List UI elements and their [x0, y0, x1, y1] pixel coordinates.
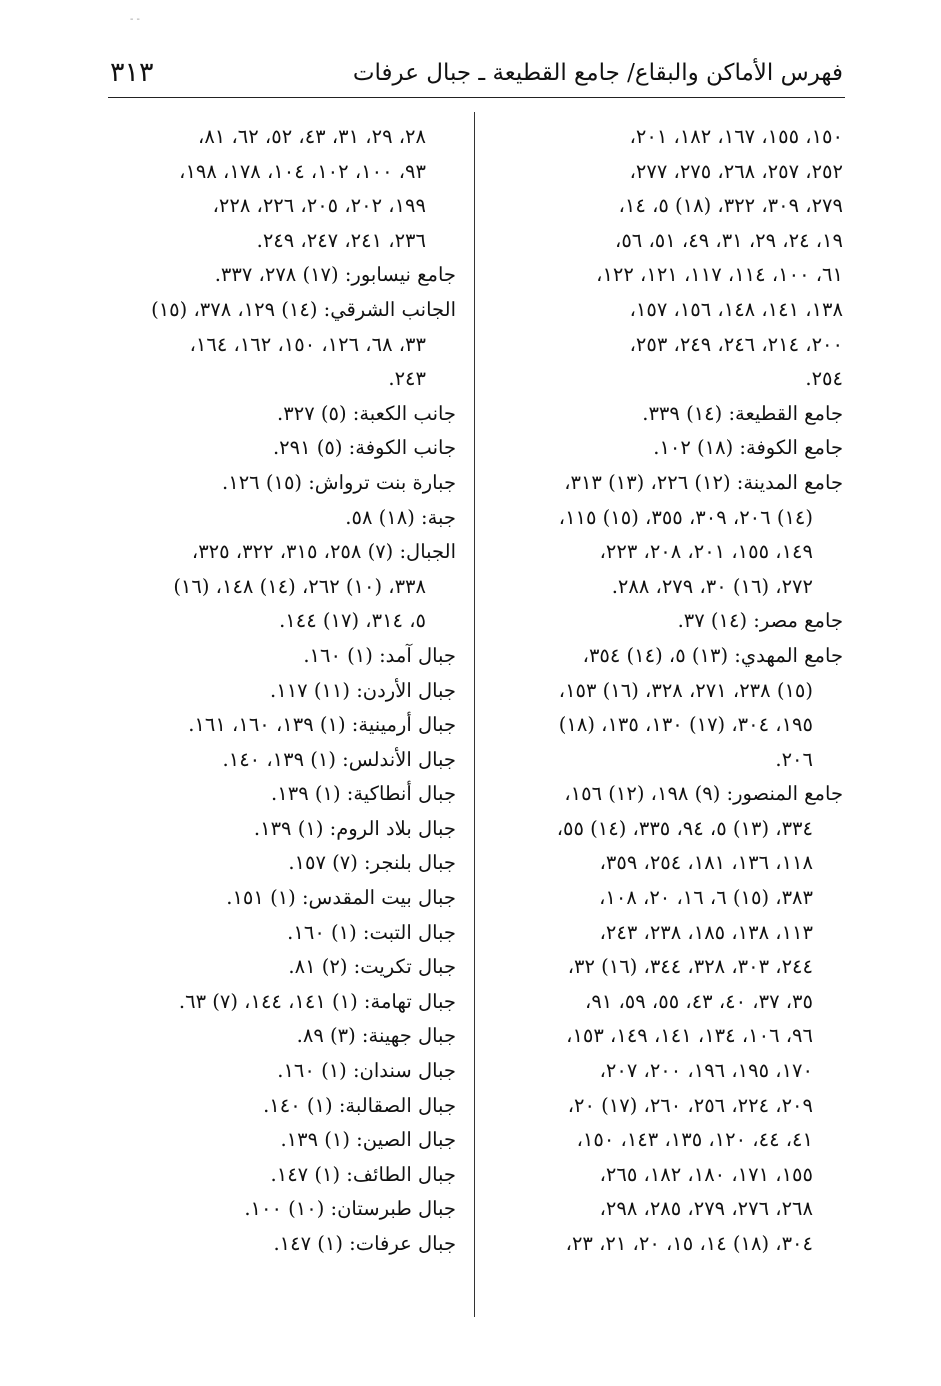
index-continuation-line: ٣٣٤، (١٣) ٥، ٩٤، ٣٣٥، (١٤) ٥٥،	[556, 816, 813, 840]
index-entry: جامع القطيعة: (١٤) ٣٣٩.	[642, 401, 843, 425]
index-entry: ١٥٠، ١٥٥، ١٦٧، ١٨٢، ٢٠١،	[629, 125, 843, 148]
index-entry: جبال الأندلس: (١) ١٣٩، ١٤٠.	[222, 747, 456, 771]
index-entry: جامع المنصور: (٩) ١٩٨، (١٢) ١٥٦،	[564, 782, 843, 806]
index-entry: جانب الكوفة: (٥) ٢٩١.	[272, 436, 456, 460]
index-entry: جبال أنطاكية: (١) ١٣٩.	[271, 782, 456, 806]
index-entry: جامع المدينة: (١٢) ٢٢٦، (١٣) ٣١٣،	[564, 470, 843, 494]
index-entry: الجانب الشرقي: (١٤) ١٢٩، ٣٧٨، (١٥)	[151, 297, 456, 321]
index-continuation-line: ٣٥، ٣٧، ٤٠، ٤٣، ٥٥، ٥٩، ٩١،	[585, 989, 813, 1013]
index-continuation-line: ٢٨، ٢٩، ٣١، ٤٣، ٥٢، ٦٢، ٨١،	[198, 125, 426, 148]
index-entry: ٢٥٢، ٢٥٧، ٢٦٨، ٢٧٥، ٢٧٧،	[629, 159, 843, 183]
index-entry: ٢٥٤.	[805, 367, 843, 391]
index-continuation-line: ٢٠٩، ٢٢٤، ٢٥٦، ٢٦٠، (١٧) ٢٠،	[567, 1093, 813, 1117]
index-continuation-line: ٣٣، ٦٨، ١٢٦، ١٥٠، ١٦٢، ١٦٤،	[189, 332, 426, 356]
index-continuation-line: ١٩٩، ٢٠٢، ٢٠٥، ٢٢٦، ٢٢٨،	[212, 194, 426, 218]
index-entry: جبال أرمينية: (١) ١٣٩، ١٦٠، ١٦١.	[188, 713, 456, 737]
index-entry: جبال طبرستان: (١٠) ١٠٠.	[244, 1197, 456, 1221]
index-entry: جامع الكوفة: (١٨) ١٠٢.	[653, 436, 843, 460]
index-entry: جبال بلاد الروم: (١) ١٣٩.	[253, 816, 456, 840]
index-continuation-line: ٣٨٣، (١٥) ٦، ١٦، ٢٠، ١٠٨،	[599, 886, 813, 910]
header-rule	[108, 97, 845, 98]
index-continuation-line: (١٤) ٢٠٦، ٣٠٩، ٣٥٥، (١٥) ١١٥،	[558, 505, 813, 529]
index-entry: ١٣٨، ١٤١، ١٤٨، ١٥٦، ١٥٧،	[629, 297, 843, 321]
index-entry: جبارة بنت ترواش: (١٥) ١٢٦.	[222, 470, 456, 494]
index-continuation-line: ٤١، ٤٤، ١٢٠، ١٣٥، ١٤٣، ١٥٠،	[576, 1128, 813, 1152]
index-continuation-line: ٢٣٦، ٢٤١، ٢٤٧، ٢٤٩.	[256, 228, 426, 252]
running-head: فهرس الأماكن والبقاع/ جامع القطيعة ـ جبال عرفات	[352, 60, 843, 86]
index-entry: جامع مصر: (١٤) ٣٧.	[677, 609, 843, 633]
index-continuation-line: ١١٨، ١٣٦، ١٨١، ٢٥٤، ٣٥٩،	[599, 851, 813, 875]
index-continuation-line: ٣٣٨، (١٠) ٢٦٢، (١٤) ١٤٨، (١٦)	[173, 574, 426, 598]
right-column	[493, 120, 843, 1262]
index-continuation-line: ٢٦٨، ٢٧٦، ٢٧٩، ٢٨٥، ٢٩٨،	[599, 1197, 813, 1221]
index-entry: جبال التبت: (١) ١٦٠.	[287, 920, 456, 944]
index-continuation-line: ١٧٠، ١٩٥، ١٩٦، ٢٠٠، ٢٠٧،	[599, 1059, 813, 1083]
page-number: ٣١٣	[110, 57, 154, 88]
index-entry: جبال الأردن: (١١) ١١٧.	[270, 678, 456, 702]
index-entry: جبال جهينة: (٣) ٨٩.	[296, 1024, 456, 1048]
index-entry: ٢٧٩، ٣٠٩، ٣٢٢، (١٨) ٥، ١٤،	[618, 194, 843, 218]
index-continuation-line: ٣٠٤، (١٨) ١٤، ١٥، ٢٠، ٢١، ٢٣،	[565, 1232, 813, 1255]
index-entry: ٢٠٠، ٢١٤، ٢٤٦، ٢٤٩، ٢٥٣،	[629, 332, 843, 356]
index-entry: الجبال: (٧) ٢٥٨، ٣١٥، ٣٢٢، ٣٢٥،	[191, 540, 456, 564]
index-entry: جبة: (١٨) ٥٨.	[345, 505, 456, 529]
column-divider	[474, 112, 475, 1317]
index-continuation-line: ١١٣، ١٣٨، ١٨٥، ٢٣٨، ٢٤٣،	[599, 920, 813, 944]
index-entry: جبال بلنجر: (٧) ١٥٧.	[288, 851, 456, 875]
index-continuation-line: (١٥) ٢٣٨، ٢٧١، ٣٢٨، (١٦) ١٥٣،	[558, 678, 813, 702]
index-continuation-line: ٢٠٦.	[775, 747, 813, 771]
index-continuation-line: ٢٤٣.	[388, 367, 426, 391]
index-continuation-line: ٢٤٤، ٣٠٣، ٣٢٨، ٣٤٤، (١٦) ٣٢،	[567, 955, 813, 979]
index-entry: جبال تهامة: (١) ١٤١، ١٤٤، (٧) ٦٣.	[178, 989, 456, 1013]
index-entry: جبال الصين: (١) ١٣٩.	[280, 1128, 456, 1152]
index-entry: جامع المهدي: (١٣) ٥، (١٤) ٣٥٤،	[582, 643, 843, 667]
index-continuation-line: ٩٣، ١٠٠، ١٠٢، ١٠٤، ١٧٨، ١٩٨،	[179, 159, 426, 183]
index-continuation-line: ١٩٥، ٣٠٤، (١٧) ١٣٠، ١٣٥، (١٨)	[558, 713, 813, 737]
index-entry: جبال عرفات: (١) ١٤٧.	[273, 1232, 456, 1255]
index-entry: جبال الطائف: (١) ١٤٧.	[270, 1162, 456, 1186]
index-entry: ١٩، ٢٤، ٢٩، ٣١، ٤٩، ٥١، ٥٦،	[615, 228, 843, 252]
index-entry: جانب الكعبة: (٥) ٣٢٧.	[277, 401, 456, 425]
scan-mark: ‐ ‐	[130, 14, 140, 25]
index-entry: جبال بيت المقدس: (١) ١٥١.	[226, 886, 456, 910]
index-entry: ٦١، ١٠٠، ١١٤، ١١٧، ١٢١، ١٢٢،	[596, 263, 843, 287]
index-continuation-line: ٢٧٢، (١٦) ٣٠، ٢٧٩، ٢٨٨.	[611, 574, 813, 598]
index-entry: جبال الصقالبة: (١) ١٤٠.	[263, 1093, 456, 1117]
index-continuation-line: ٩٦، ١٠٦، ١٣٤، ١٤١، ١٤٩، ١٥٣،	[566, 1024, 813, 1048]
left-column	[101, 120, 456, 1262]
index-entry: جامع نيسابور: (١٧) ٢٧٨، ٣٣٧.	[214, 263, 456, 287]
index-continuation-line: ٥، ٣١٤، (١٧) ١٤٤.	[279, 609, 426, 633]
index-continuation-line: ١٥٥، ١٧١، ١٨٠، ١٨٢، ٢٦٥،	[599, 1162, 813, 1186]
index-entry: جبال سندان: (١) ١٦٠.	[277, 1059, 456, 1083]
index-entry: جبال آمد: (١) ١٦٠.	[303, 643, 456, 667]
index-continuation-line: ١٤٩، ١٥٥، ٢٠١، ٢٠٨، ٢٢٣،	[599, 540, 813, 564]
index-entry: جبال تكريت: (٢) ٨١.	[288, 955, 456, 979]
